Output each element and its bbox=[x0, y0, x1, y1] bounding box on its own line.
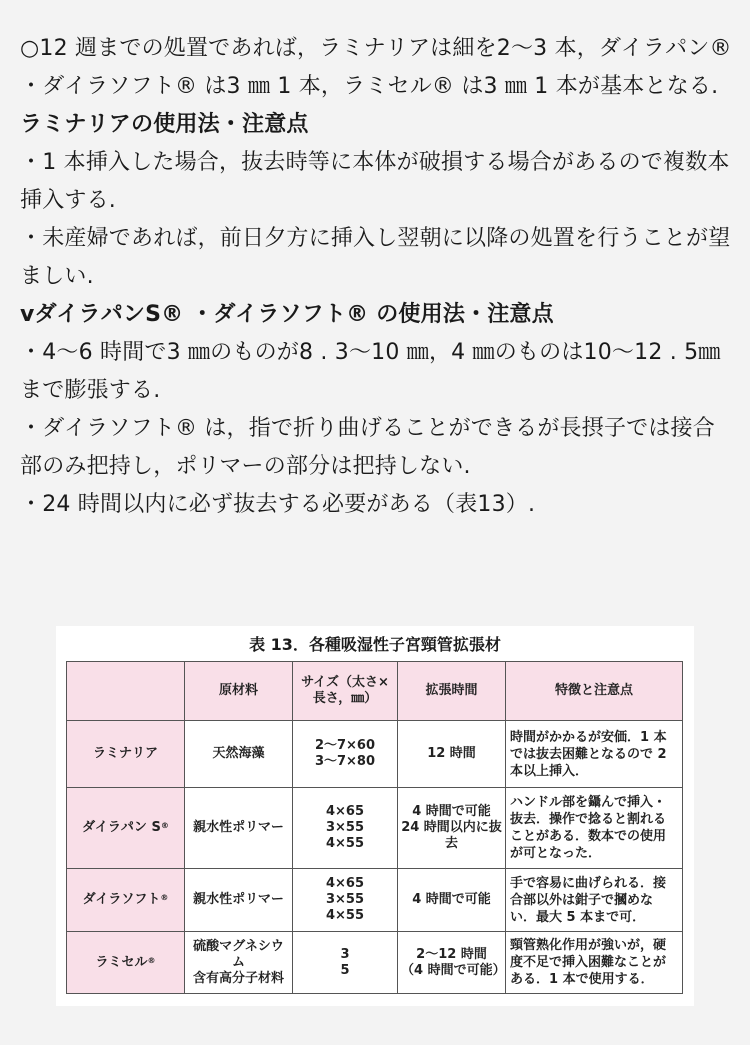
material-cell: 天然海藻 bbox=[185, 721, 293, 788]
paragraph: ・未産婦であれば，前日夕方に挿入し翌朝に以降の処置を行うことが望ましい. bbox=[20, 226, 731, 289]
row-name: ラミナリア bbox=[92, 746, 158, 761]
size-cell: 2〜7×60 3〜7×80 bbox=[293, 721, 398, 788]
body-text bbox=[20, 30, 732, 524]
material-cell: 硫酸マグネシウム 含有高分子材料 bbox=[185, 932, 293, 994]
notes-cell: 時間がかかるが安価．1 本では抜去困難となるので 2 本以上挿入． bbox=[506, 721, 683, 788]
material-cell: 親水性ポリマー bbox=[185, 869, 293, 932]
row-name: ダイラパン S bbox=[82, 820, 161, 835]
notes-cell: 手で容易に曲げられる．接合部以外は鉗子で摑めない．最大 5 本まで可． bbox=[506, 869, 683, 932]
table-row bbox=[67, 721, 683, 788]
table-caption: 表 13．各種吸湿性子宮頸管拡張材 bbox=[249, 635, 501, 654]
row-name: ダイラソフト bbox=[82, 892, 161, 907]
table-figure bbox=[56, 626, 694, 1006]
registered-mark: ® bbox=[160, 821, 169, 830]
material-cell: 親水性ポリマー bbox=[185, 788, 293, 869]
time-cell: 4 時間で可能 24 時間以内に抜去 bbox=[398, 788, 506, 869]
size-cell: 4×65 3×55 4×55 bbox=[293, 869, 398, 932]
row-name-cell bbox=[67, 721, 185, 788]
section-heading-laminaria: ラミナリアの使用法・注意点 bbox=[20, 112, 309, 137]
table-header-row bbox=[67, 662, 683, 721]
table-row bbox=[67, 788, 683, 869]
row-name-cell bbox=[67, 788, 185, 869]
notes-cell: ハンドル部を鑷んで挿入・抜去．操作で捻ると割れることがある．数本での使用が可となった． bbox=[506, 788, 683, 869]
paragraph: ・1 本挿入した場合，抜去時等に本体が破損する場合があるので複数本挿入する. bbox=[20, 150, 730, 213]
header-cell bbox=[67, 662, 185, 721]
header-cell: 原材料 bbox=[185, 662, 293, 721]
dilator-table bbox=[66, 661, 683, 994]
row-name-cell bbox=[67, 932, 185, 994]
table-row bbox=[67, 932, 683, 994]
time-cell: 2〜12 時間 （4 時間で可能） bbox=[398, 932, 506, 994]
time-cell: 4 時間で可能 bbox=[398, 869, 506, 932]
row-name: ラミセル bbox=[95, 954, 148, 970]
notes-cell: 頸管熟化作用が強いが，硬度不足で挿入困難なことがある．1 本で使用する． bbox=[506, 932, 683, 994]
paragraph: ・4〜6 時間で3 ㎜のものが8 . 3〜10 ㎜，4 ㎜のものは10〜12 . 5㎜まで膨張する. bbox=[20, 340, 721, 403]
time-cell: 12 時間 bbox=[398, 721, 506, 788]
registered-mark: ® bbox=[160, 893, 169, 902]
registered-mark: ® bbox=[147, 955, 156, 965]
row-name-cell bbox=[67, 869, 185, 932]
table-row bbox=[67, 869, 683, 932]
paragraph: ・ダイラソフト® は，指で折り曲げることができるが長摂子では接合部のみ把持し，ポリマーの部分は把持しない. bbox=[20, 416, 715, 479]
size-cell: 4×65 3×55 4×55 bbox=[293, 788, 398, 869]
header-cell: 特徴と注意点 bbox=[506, 662, 683, 721]
section-heading-dilapan: vダイラパンS® ・ダイラソフト® の使用法・注意点 bbox=[20, 302, 554, 327]
header-cell: 拡張時間 bbox=[398, 662, 506, 721]
header-cell: サイズ（太さ×長さ，㎜） bbox=[293, 662, 398, 721]
size-cell: 3 5 bbox=[293, 932, 398, 994]
paragraph: ・24 時間以内に必ず抜去する必要がある（表13）. bbox=[20, 492, 536, 517]
paragraph: ○12 週までの処置であれば，ラミナリアは細を2〜3 本，ダイラパン® ・ダイラソフト® は3 ㎜ 1 本，ラミセル® は3 ㎜ 1 本が基本となる. bbox=[20, 36, 732, 99]
